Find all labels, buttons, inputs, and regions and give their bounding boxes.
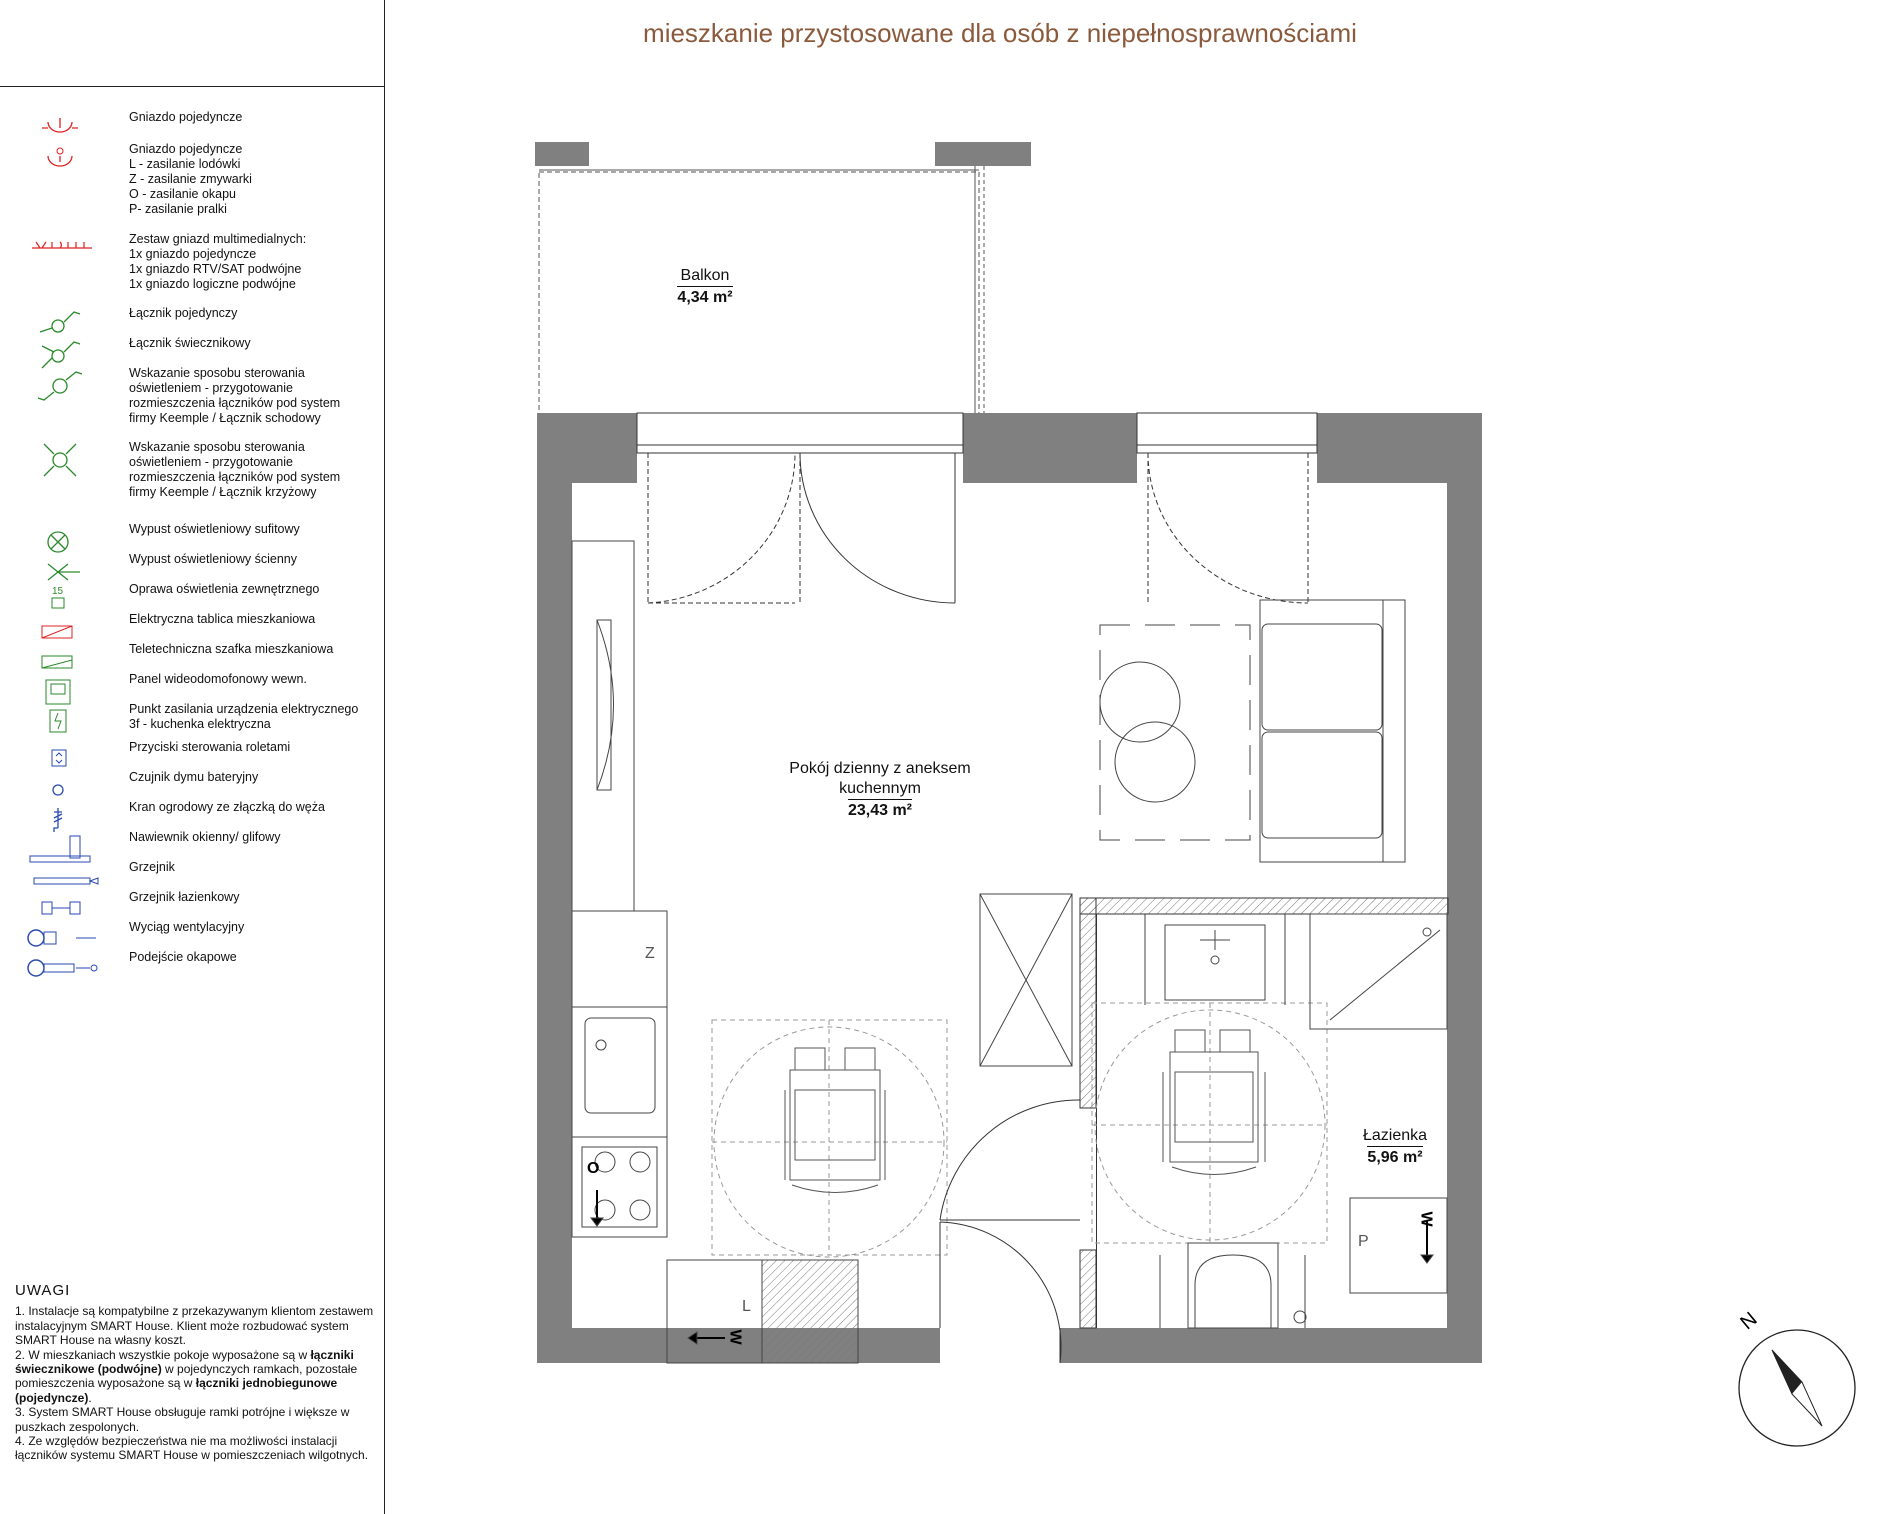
legend-text: Wskazanie sposobu sterowania oświetleniem - przygotowanie rozmieszczenia łączników pod system firmy Keemple / Łącznik krzyżowy xyxy=(129,440,341,499)
window-right xyxy=(1137,413,1317,446)
note-text: w pojedynczych ramkach, pozostałe pomieszczenia wyposażone są w xyxy=(15,1362,358,1391)
note-text: 1. Instalacje są kompatybilne z przekazywanym klientom zestawem instalacyjnym SMART House. Klient może rozbudować system SMART House na własny koszt. xyxy=(15,1304,374,1348)
legend-text: Przyciski sterowania roletami xyxy=(129,740,291,754)
cooktop-burner-1 xyxy=(630,1152,650,1172)
partitions xyxy=(1080,898,1448,1328)
shower-tray xyxy=(1310,914,1447,1029)
wall-bottom-right xyxy=(1060,1328,1482,1363)
note-text: . xyxy=(88,1390,92,1405)
kitchen-upper-cabinet xyxy=(572,541,634,911)
balcony-wall-right xyxy=(935,142,1031,166)
fridge-letter: L xyxy=(742,1298,751,1315)
wall-right xyxy=(1447,413,1482,1363)
legend-text: Elektryczna tablica mieszkaniowa xyxy=(129,612,316,626)
legend-text: Czujnik dymu bateryjny xyxy=(129,770,259,784)
living-room-name-line1: Pokój dzienny z aneksem xyxy=(789,760,971,777)
page-title: mieszkanie przystosowane dla osób z niepełnosprawnościami xyxy=(643,18,1357,48)
balcony-label xyxy=(640,266,770,308)
balcony-name: Balkon xyxy=(680,267,730,284)
note-text: 3. System SMART House obsługuje ramki potrójne i większe w puszkach zespolonych. xyxy=(15,1405,350,1434)
legend-text: Nawiewnik okienny/ glifowy xyxy=(129,830,281,844)
living-furniture xyxy=(980,600,1405,1066)
legend-text: Oprawa oświetlenia zewnętrznego xyxy=(129,582,320,596)
balcony-area: 4,34 m² xyxy=(677,286,732,308)
legend-text: Gniazdo pojedyncze L - zasilanie lodówki Z - zasilanie zmywarki O - zasilanie okapu P- zasilanie pralki xyxy=(129,142,252,216)
fridge-unit xyxy=(597,620,611,790)
wall-left xyxy=(537,413,572,1363)
living-room-area: 23,43 m² xyxy=(848,799,912,821)
note-text: 4. Ze względów bezpieczeństwa nie ma możliwości instalacji łączników systemu SMART House w pomieszczeniach wilgotnych. xyxy=(15,1434,369,1463)
wheelchair-living xyxy=(785,1048,885,1193)
legend-text: Grzejnik xyxy=(129,860,175,874)
dining-zone xyxy=(1100,625,1250,840)
bathroom-area: 5,96 m² xyxy=(1367,1146,1422,1168)
wall-top-mid xyxy=(963,413,1137,483)
cooktop-burner-2 xyxy=(630,1200,650,1220)
dishwasher-letter: Z xyxy=(645,945,655,962)
vent-w-kitchen: W xyxy=(726,1329,744,1345)
dining-chair-2 xyxy=(1115,722,1195,802)
sofa-cushion-2 xyxy=(1262,732,1382,838)
kitchen-counter xyxy=(572,541,858,1363)
window-left xyxy=(637,413,963,446)
legend-text: Wypust oświetleniowy sufitowy xyxy=(129,522,300,536)
legend-text: Wypust oświetleniowy ścienny xyxy=(129,552,298,566)
cooktop-unit xyxy=(572,1137,667,1237)
vent-w-bath: W xyxy=(1417,1211,1435,1227)
laundry-shaft xyxy=(762,1260,858,1363)
legend-text: Panel wideodomofonowy wewn. xyxy=(129,672,307,686)
note-emphasis: łączniki świecznikowe (podwójne) xyxy=(15,1347,354,1377)
legend-text: Zestaw gniazd multimedialnych: 1x gniazdo pojedyncze 1x gniazdo RTV/SAT podwójne 1x gniazdo logiczne podwójne xyxy=(129,232,307,291)
cooktop-outline xyxy=(582,1147,657,1227)
wheelchair-zones xyxy=(712,1003,1327,1257)
notes-title: UWAGI xyxy=(15,1282,71,1299)
bathroom-name: Łazienka xyxy=(1362,1127,1428,1144)
balcony xyxy=(535,142,1031,415)
sink-unit xyxy=(572,1007,667,1137)
bathroom-wall-left-lower xyxy=(1080,1250,1096,1328)
compass xyxy=(1739,1330,1855,1446)
balcony-wall-left xyxy=(535,142,589,166)
legend-text: Kran ogrodowy ze złączką do węża xyxy=(129,800,325,814)
toilet-bowl xyxy=(1195,1255,1271,1328)
legend-text: Łącznik świecznikowy xyxy=(129,336,251,350)
sofa-cushion-1 xyxy=(1262,624,1382,730)
bathroom-label xyxy=(1335,1126,1455,1168)
svg-text:15: 15 xyxy=(52,586,64,597)
dining-chair-1 xyxy=(1100,662,1180,742)
sink-basin xyxy=(585,1018,655,1113)
legend-text: Łącznik pojedynczy xyxy=(129,306,238,320)
legend-text: Punkt zasilania urządzenia elektrycznego 3f - kuchenka elektryczna xyxy=(129,702,359,731)
legend-text: Grzejnik łazienkowy xyxy=(129,890,240,904)
sink-drain xyxy=(596,1040,606,1050)
wheelchair-bath xyxy=(1163,1030,1265,1175)
bathroom-wall-top xyxy=(1080,898,1448,914)
legend-text: Wyciąg wentylacyjny xyxy=(129,920,245,934)
legend-text: Podejście okapowe xyxy=(129,950,237,964)
compass-n-label: N xyxy=(1736,1308,1762,1335)
hood-letter: O xyxy=(587,1160,600,1177)
washing-machine-letter: P xyxy=(1358,1233,1369,1250)
note-emphasis: łączniki jednobiegunowe (pojedyncze) xyxy=(15,1376,338,1405)
living-room-name-line2: kuchennym xyxy=(839,780,921,797)
entrance-door xyxy=(940,1100,1080,1363)
note-text: 2. W mieszkaniach wszystkie pokoje wyposażone są w xyxy=(15,1347,311,1362)
living-room-label xyxy=(760,759,1000,821)
legend-text: Gniazdo pojedyncze xyxy=(129,110,243,124)
sofa-back xyxy=(1383,600,1405,862)
toilet-frame xyxy=(1188,1243,1278,1328)
shaft-wall xyxy=(1096,914,1097,1328)
legend-text: Teletechniczna szafka mieszkaniowa xyxy=(129,642,334,656)
legend-text: Wskazanie sposobu sterowania oświetleniem - przygotowanie rozmieszczenia łączników pod system firmy Keemple / Łącznik schodowy xyxy=(129,366,341,425)
